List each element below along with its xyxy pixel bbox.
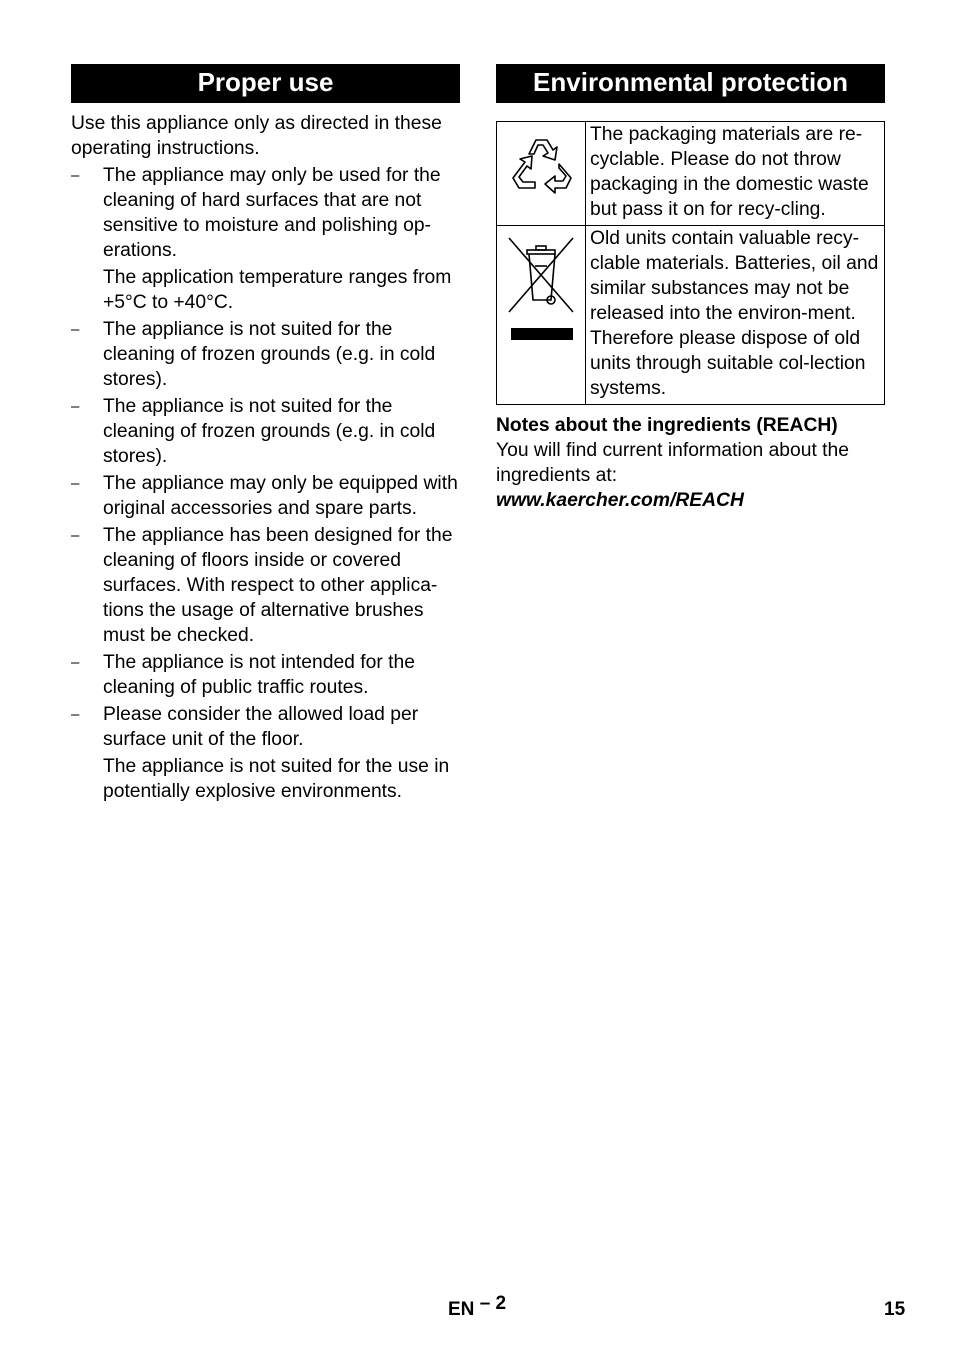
reach-notes-title: Notes about the ingredients (REACH) <box>496 415 838 436</box>
environmental-table <box>496 121 885 405</box>
list-item-text: The appliance is not suited for the cleaning of frozen grounds (e.g. in cold stores). <box>103 319 436 390</box>
reach-link[interactable]: www.kaercher.com/REACH <box>496 490 744 511</box>
list-item-subtext: The application temperature ranges from +5°C to +40°C. <box>103 267 452 313</box>
dash-bullet: – <box>71 475 80 492</box>
list-item <box>71 163 460 315</box>
list-item <box>71 650 460 700</box>
list-item <box>71 523 460 648</box>
list-item-text: The appliance is not intended for the cleaning of public traffic routes. <box>103 652 415 698</box>
list-item-text: Please consider the allowed load per surface unit of the floor. <box>103 704 419 750</box>
list-item-text: The appliance may only be equipped with original accessories and spare parts. <box>103 473 458 519</box>
environmental-heading: Environmental protection <box>496 64 885 103</box>
footer-section-number: – 2 <box>479 1293 507 1314</box>
dash-bullet: – <box>71 398 80 415</box>
environmental-section <box>496 64 885 513</box>
footer-language <box>448 1293 507 1321</box>
icon-cell <box>497 122 586 226</box>
reach-notes-body: You will find current information about the ingredients at: <box>496 440 849 486</box>
proper-use-intro: Use this appliance only as directed in these operating instructions. <box>71 113 442 159</box>
list-item <box>71 394 460 469</box>
list-item-text: The appliance may only be used for the cleaning of hard surfaces that are not sensitive to moisture and polishing op-erations. <box>103 165 441 261</box>
list-item <box>71 317 460 392</box>
proper-use-heading: Proper use <box>71 64 460 103</box>
proper-use-section <box>71 64 460 804</box>
table-row <box>497 226 885 405</box>
list-item <box>71 702 460 804</box>
dash-bullet: – <box>71 654 80 671</box>
recycle-icon <box>503 132 579 206</box>
list-item <box>71 471 460 521</box>
list-item-text: The appliance has been designed for the cleaning of floors inside or covered surfaces. With respect to other applica-tions the usage of alternative brushes must be checked. <box>103 525 453 646</box>
dash-bullet: – <box>71 706 80 723</box>
environmental-row-text: Old units contain valuable recy-clable materials. Batteries, oil and similar substances may not be released into the environ-ment. Therefore please dispose of old units through suitable col-lection systems. <box>586 226 885 405</box>
list-item-subtext: The appliance is not suited for the use in potentially explosive environments. <box>103 756 450 802</box>
icon-cell <box>497 226 586 405</box>
environmental-row-text: The packaging materials are re-cyclable. Please do not throw packaging in the domestic waste but pass it on for recy-cling. <box>586 122 885 226</box>
dash-bullet: – <box>71 167 80 184</box>
footer-lang-code: EN <box>448 1299 475 1320</box>
dash-bullet: – <box>71 321 80 338</box>
dash-bullet: – <box>71 527 80 544</box>
reach-notes <box>496 413 885 513</box>
list-item-text: The appliance is not suited for the cleaning of frozen grounds (e.g. in cold stores). <box>103 396 436 467</box>
table-row <box>497 122 885 226</box>
footer-page-number: 15 <box>884 1299 906 1320</box>
crossed-bin-icon <box>503 234 579 344</box>
proper-use-list <box>71 163 460 804</box>
